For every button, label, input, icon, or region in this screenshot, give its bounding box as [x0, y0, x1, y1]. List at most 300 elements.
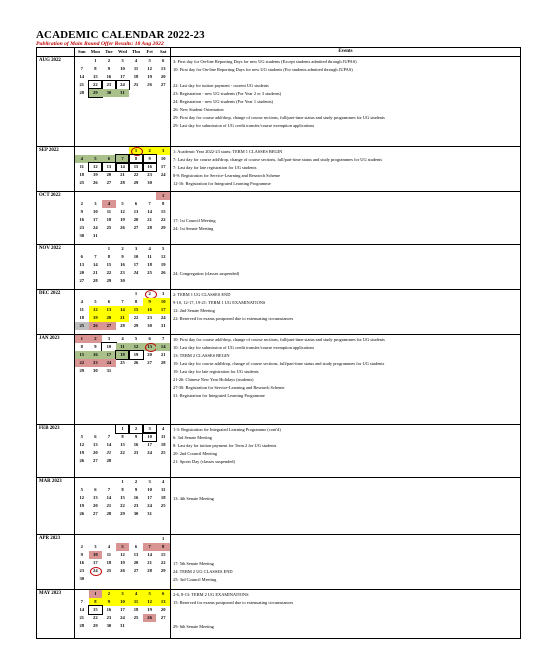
date-grid-cell [75, 477, 171, 534]
events-cell [171, 534, 521, 589]
calendar-day: 23 [89, 359, 103, 367]
calendar-day: 29 [120, 511, 125, 517]
calendar-day: 31 [93, 233, 98, 239]
week-row [75, 575, 170, 583]
calendar-day: 20 [106, 172, 112, 178]
calendar-day: 26 [120, 225, 125, 231]
calendar-day: 11 [129, 598, 143, 606]
calendar-day: 24 [147, 503, 152, 509]
calendar-day: 9 [121, 254, 124, 260]
calendar-day: 23 [147, 172, 152, 178]
events-cell [171, 57, 521, 147]
event-line: 21: Sports Day (classes suspended) [173, 458, 235, 464]
calendar-day: 3 [143, 425, 157, 433]
calendar-day: 31 [120, 623, 125, 629]
calendar-day: 10 [120, 66, 125, 72]
calendar-day: 3 [94, 544, 97, 550]
empty-day [156, 232, 170, 240]
calendar-day: 23 [102, 81, 116, 89]
calendar-day: 22 [120, 450, 125, 456]
empty-day [116, 535, 130, 543]
calendar-day: 1 [156, 192, 170, 200]
calendar-day: 10 [102, 343, 116, 351]
event-line: 12: 2nd Senate Meeting [173, 307, 215, 313]
header-tue: Tue [105, 49, 113, 55]
calendar-day: 4 [129, 590, 143, 598]
calendar-day: 28 [93, 278, 98, 284]
calendar-day: 5 [134, 336, 138, 342]
event-line: 24: TERM 2 UG CLASSES END [173, 568, 233, 574]
week-row [75, 543, 170, 551]
calendar-day: 23 [106, 615, 112, 621]
calendar-day: 7 [80, 66, 83, 72]
calendar-day: 14 [79, 74, 85, 80]
month-row [37, 589, 521, 638]
week-row [75, 89, 170, 97]
date-grid [75, 245, 170, 285]
calendar-day: 22 [133, 315, 139, 321]
calendar-day: 23 [133, 450, 139, 456]
calendar-day: 14 [156, 343, 170, 351]
calendar-day: 15 [120, 442, 125, 448]
calendar-day: 4 [102, 200, 116, 208]
calendar-day: 2 [134, 479, 138, 485]
empty-day [143, 457, 157, 465]
calendar-day: 11 [116, 343, 130, 351]
calendar-day: 29 [106, 278, 112, 284]
weekday-headers [75, 48, 171, 57]
calendar-day: 31 [160, 323, 166, 329]
header-events: Events [171, 48, 521, 57]
calendar-day: 7 [148, 201, 151, 207]
calendar-day: 19 [120, 560, 125, 566]
empty-day [156, 89, 170, 97]
calendar-day: 9 [102, 598, 116, 606]
calendar-day: 20 [79, 270, 85, 276]
calendar-day: 28 [120, 323, 125, 329]
event-line: 8: Last day for tuition payment for Term 2 for UG students [173, 442, 277, 448]
empty-day [129, 535, 143, 543]
calendar-day: 17 [147, 495, 152, 501]
calendar-day: 22 [75, 359, 89, 367]
empty-day [75, 290, 89, 298]
calendar-day: 11 [106, 209, 112, 215]
calendar-day: 9 [107, 66, 111, 72]
calendar-day: 8 [121, 487, 124, 493]
calendar-day: 8 [94, 66, 97, 72]
calendar-day: 30 [79, 576, 85, 582]
calendar-day: 10 [143, 433, 157, 441]
calendar-day: 5 [94, 299, 97, 305]
month-row [37, 57, 521, 147]
empty-day [129, 89, 143, 97]
calendar-day: 16 [106, 74, 112, 80]
calendar-day: 23 [79, 568, 85, 574]
calendar-day: 2 [102, 590, 116, 598]
date-grid-cell [75, 191, 171, 244]
month-row [37, 289, 521, 334]
calendar-day: 17 [156, 306, 170, 314]
calendar-day: 23 [133, 503, 139, 509]
calendar-day: 19 [79, 503, 85, 509]
calendar-day: 13 [160, 66, 166, 72]
calendar-day: 29 [79, 368, 85, 374]
calendar-day: 16 [89, 351, 103, 359]
empty-day [89, 425, 103, 433]
calendar-day: 13 [79, 262, 85, 268]
week-row [75, 147, 170, 155]
calendar-day: 4 [134, 58, 138, 64]
calendar-day: 27 [160, 82, 166, 88]
empty-day [143, 622, 157, 630]
calendar-day: 27 [79, 278, 85, 284]
calendar-day: 13 [133, 209, 139, 215]
empty-day [129, 367, 143, 375]
week-row [75, 559, 170, 567]
calendar-day: 27 [133, 568, 139, 574]
week-row [75, 359, 170, 367]
calendar-day: 9 [143, 155, 157, 163]
event-line: 15: Reserved for exams postponed due to extenuating circumstances [173, 599, 294, 605]
week-row [75, 425, 170, 433]
month-label: AUG 2022 [37, 57, 75, 147]
calendar-day: 21 [79, 82, 85, 88]
empty-day [102, 192, 116, 200]
date-grid [75, 590, 170, 630]
calendar-day: 26 [147, 82, 152, 88]
event-line [173, 201, 518, 209]
calendar-day: 12 [89, 306, 103, 314]
calendar-day: 7 [121, 299, 124, 305]
date-grid [75, 335, 170, 375]
calendar-day: 4 [75, 155, 89, 163]
empty-day [156, 575, 170, 583]
event-line: 8-9: Registration for Service-Learning and Research Scheme [173, 172, 281, 178]
calendar-day: 14 [116, 306, 130, 314]
date-grid [75, 290, 170, 330]
calendar-day: 27 [133, 225, 139, 231]
calendar-day: 20 [160, 607, 166, 613]
empty-day [116, 147, 130, 155]
calendar-day: 14 [106, 495, 112, 501]
calendar-day: 25 [147, 270, 152, 276]
empty-day [156, 622, 170, 630]
calendar-day: 12 [143, 598, 157, 606]
month-row [37, 534, 521, 589]
calendar-day: 21 [147, 217, 152, 223]
week-row [75, 457, 170, 465]
calendar-day: 5 [121, 201, 124, 207]
calendar-day: 16 [120, 262, 125, 268]
calendar-day: 12 [89, 163, 103, 171]
calendar-day: 30 [147, 323, 152, 329]
calendar-day: 2 [143, 290, 157, 298]
empty-day [116, 290, 130, 298]
calendar-day: 26 [93, 180, 98, 186]
calendar-day: 21 [79, 615, 85, 621]
week-row [75, 290, 170, 298]
week-row [75, 314, 170, 322]
calendar-day: 4 [162, 426, 165, 432]
empty-day [75, 147, 89, 155]
calendar-day: 7 [80, 599, 83, 605]
event-line: 22: Reserved for exams postponed due to extenuating circumstances [173, 315, 294, 321]
calendar-day: 19 [89, 314, 103, 322]
calendar-day: 23 [79, 225, 85, 231]
event-line: 29: First day for course add/drop, change of course sections, full/part-time status and study programmes for UG students [173, 115, 385, 120]
calendar-day: 21 [147, 560, 152, 566]
calendar-day: 31 [106, 368, 112, 374]
month-row [37, 244, 521, 289]
calendar-day: 22 [120, 503, 125, 509]
calendar-day: 16 [79, 560, 85, 566]
empty-day [156, 277, 170, 285]
month-label: MAY 2023 [37, 589, 75, 638]
week-row [75, 433, 170, 441]
calendar-day: 5 [80, 487, 83, 493]
event-line [173, 479, 518, 487]
empty-day [116, 232, 130, 240]
calendar-day: 28 [160, 360, 166, 366]
calendar-day: 6 [94, 487, 97, 493]
event-line [173, 544, 518, 552]
calendar-day: 15 [160, 209, 166, 215]
calendar-body [37, 57, 521, 639]
calendar-day: 1 [94, 58, 97, 64]
calendar-day: 8 [156, 543, 170, 551]
calendar-day: 19 [147, 607, 152, 613]
event-line: 13: 4th Senate Meeting [173, 495, 214, 501]
calendar-day: 25 [75, 322, 89, 330]
event-line: 27-30: Registration for Service-Learning and Research Scheme [173, 384, 285, 390]
calendar-day: 19 [160, 262, 166, 268]
calendar-day: 29 [93, 623, 98, 629]
week-row [75, 192, 170, 200]
calendar-day: 4 [80, 299, 83, 305]
calendar-day: 30 [133, 511, 139, 517]
calendar-day: 12 [120, 552, 125, 558]
event-line: 20: 2nd Council Meeting [173, 450, 218, 456]
calendar-day: 6 [80, 254, 83, 260]
empty-day [89, 478, 103, 486]
calendar-day: 29 [160, 568, 166, 574]
event-line [173, 193, 518, 201]
month-label: APR 2023 [37, 534, 75, 589]
calendar-day: 11 [106, 552, 112, 558]
calendar-day: 11 [161, 434, 166, 440]
event-line: 9-10, 12-17, 19-21: TERM 1 UG EXAMINATIONS [173, 299, 266, 305]
calendar-day: 2 [107, 58, 111, 64]
calendar-day: 8 [129, 155, 143, 163]
empty-day [89, 147, 103, 155]
header-wed: Wed [118, 49, 127, 55]
week-row [75, 65, 170, 73]
week-row [75, 163, 170, 171]
empty-day [75, 590, 89, 598]
event-line: 19: Last day for late registration for UG students [173, 368, 259, 374]
calendar-day: 14 [147, 209, 152, 215]
empty-day [129, 192, 143, 200]
calendar-day: 15 [89, 606, 103, 614]
calendar-day: 24 [102, 359, 116, 367]
event-line: 17: 1st Council Meeting [173, 217, 216, 223]
calendar-day: 17 [102, 351, 116, 359]
calendar-day: 18 [160, 442, 166, 448]
calendar-day: 25 [160, 503, 166, 509]
event-line: 12-16: Registration for Integrated Learning Programme [173, 180, 271, 186]
week-row [75, 606, 170, 614]
calendar-day: 25 [120, 360, 125, 366]
calendar-day: 16 [79, 217, 85, 223]
month-label: NOV 2022 [37, 244, 75, 289]
week-row [75, 335, 170, 343]
calendar-day: 19 [120, 217, 125, 223]
calendar-day: 1 [75, 335, 89, 343]
calendar-day: 30 [102, 89, 116, 97]
event-line: 10: First day for course add/drop, change of course sections, full/part-time status and study programmes for UG students [173, 336, 385, 342]
calendar-day: 23 [120, 270, 125, 276]
date-grid-cell [75, 146, 171, 191]
calendar-day: 27 [106, 180, 112, 186]
calendar-day: 2 [80, 201, 83, 207]
empty-day [75, 245, 89, 253]
calendar-day: 27 [160, 615, 166, 621]
event-line: 29: 6th Senate Meeting [173, 623, 214, 629]
calendar-day: 5 [80, 434, 83, 440]
calendar-day: 14 [79, 607, 85, 613]
calendar-day: 21 [106, 450, 112, 456]
calendar-title: ACADEMIC CALENDAR 2022-23 [36, 29, 205, 41]
date-grid [75, 147, 170, 187]
calendar-day: 25 [106, 568, 112, 574]
calendar-day: 25 [79, 180, 85, 186]
calendar-day: 15 [120, 495, 125, 501]
calendar-day: 6 [134, 201, 138, 207]
calendar-day: 30 [120, 278, 125, 284]
event-line: 31: Registration for Integrated Learning Programme [173, 392, 265, 398]
calendar-day: 3 [156, 147, 170, 155]
calendar-day: 22 [106, 270, 112, 276]
calendar-day: 26 [89, 322, 103, 330]
calendar-day: 5 [116, 543, 130, 551]
calendar-day: 17 [133, 262, 139, 268]
events-cell [171, 424, 521, 477]
calendar-day: 14 [116, 163, 130, 171]
calendar-day: 7 [107, 487, 111, 493]
month-row [37, 191, 521, 244]
calendar-day: 20 [102, 314, 116, 322]
month-row [37, 334, 521, 424]
date-grid [75, 535, 170, 583]
calendar-day: 27 [102, 322, 116, 330]
calendar-day: 30 [147, 180, 152, 186]
empty-day [89, 245, 103, 253]
calendar-day: 21 [116, 314, 130, 322]
calendar-day: 6 [107, 299, 111, 305]
event-line: 7: Last day for course add/drop, change of course sections, full/part-time status and study programmes for UG students [173, 156, 383, 162]
calendar-day: 12 [129, 343, 143, 351]
empty-day [102, 147, 116, 155]
empty-day [75, 425, 89, 433]
header-thu: Thu [131, 49, 141, 55]
calendar-day: 13 [156, 598, 170, 606]
calendar-day: 1 [121, 479, 124, 485]
calendar-day: 7 [107, 434, 111, 440]
calendar-day: 8 [89, 598, 103, 606]
calendar-day: 28 [120, 180, 125, 186]
calendar-day: 26 [79, 511, 85, 517]
calendar-day: 28 [106, 458, 112, 464]
calendar-day: 14 [147, 552, 152, 558]
calendar-day: 1 [116, 425, 130, 433]
events-cell [171, 191, 521, 244]
calendar-day: 26 [133, 360, 139, 366]
event-line: 6: 3rd Senate Meeting [173, 434, 212, 440]
calendar-day: 21 [93, 270, 98, 276]
week-row [75, 269, 170, 277]
empty-day [75, 535, 89, 543]
empty-day [89, 192, 103, 200]
events-cell [171, 146, 521, 191]
calendar-day: 1 [89, 590, 103, 598]
calendar-day: 18 [133, 74, 139, 80]
calendar-day: 28 [147, 225, 152, 231]
calendar-day: 2 [129, 425, 143, 433]
calendar-day: 31 [116, 89, 130, 97]
calendar-day: 20 [93, 503, 98, 509]
week-row [75, 590, 170, 598]
calendar-day: 15 [160, 552, 166, 558]
event-line: 17: 5th Senate Meeting [173, 560, 214, 566]
header-sun: Sun [77, 49, 86, 55]
event-line: 29: Last day for submission of UG credit transfer/course exemption applications [173, 123, 315, 128]
event-line: 19: Last day for course add/drop, change of course sections, full/part-time status and study programmes for UG students [173, 360, 385, 366]
calendar-day: 25 [160, 450, 166, 456]
calendar-day: 25 [133, 615, 139, 621]
event-line: 1-3: Registration for Integrated Learning Programme (cont'd) [173, 426, 281, 432]
date-grid-cell [75, 334, 171, 424]
calendar-day: 21 [106, 503, 112, 509]
empty-day [129, 575, 143, 583]
calendar-day: 1 [107, 246, 111, 252]
empty-day [102, 478, 116, 486]
week-row [75, 367, 170, 375]
calendar-day: 14 [93, 262, 98, 268]
empty-day [129, 622, 143, 630]
event-line: 23: Registration - new UG students (For Year 2 or 3 students) [173, 91, 282, 96]
calendar-day: 3 [116, 590, 130, 598]
calendar-day: 3 [107, 336, 111, 342]
calendar-day: 20 [93, 450, 98, 456]
date-grid-cell [75, 289, 171, 334]
calendar-day: 20 [147, 352, 152, 358]
events-cell [171, 334, 521, 424]
month-label: DEC 2022 [37, 289, 75, 334]
calendar-day: 18 [147, 262, 152, 268]
calendar-day: 16 [106, 607, 112, 613]
empty-day [129, 277, 143, 285]
calendar-day: 9 [134, 434, 138, 440]
event-line [173, 552, 518, 560]
week-row [75, 277, 170, 285]
date-grid-cell [75, 244, 171, 289]
week-row [75, 224, 170, 232]
events-cell [171, 477, 521, 534]
calendar-day: 12 [147, 66, 152, 72]
week-row [75, 441, 170, 449]
calendar-day: 12 [79, 495, 85, 501]
week-row [75, 502, 170, 510]
